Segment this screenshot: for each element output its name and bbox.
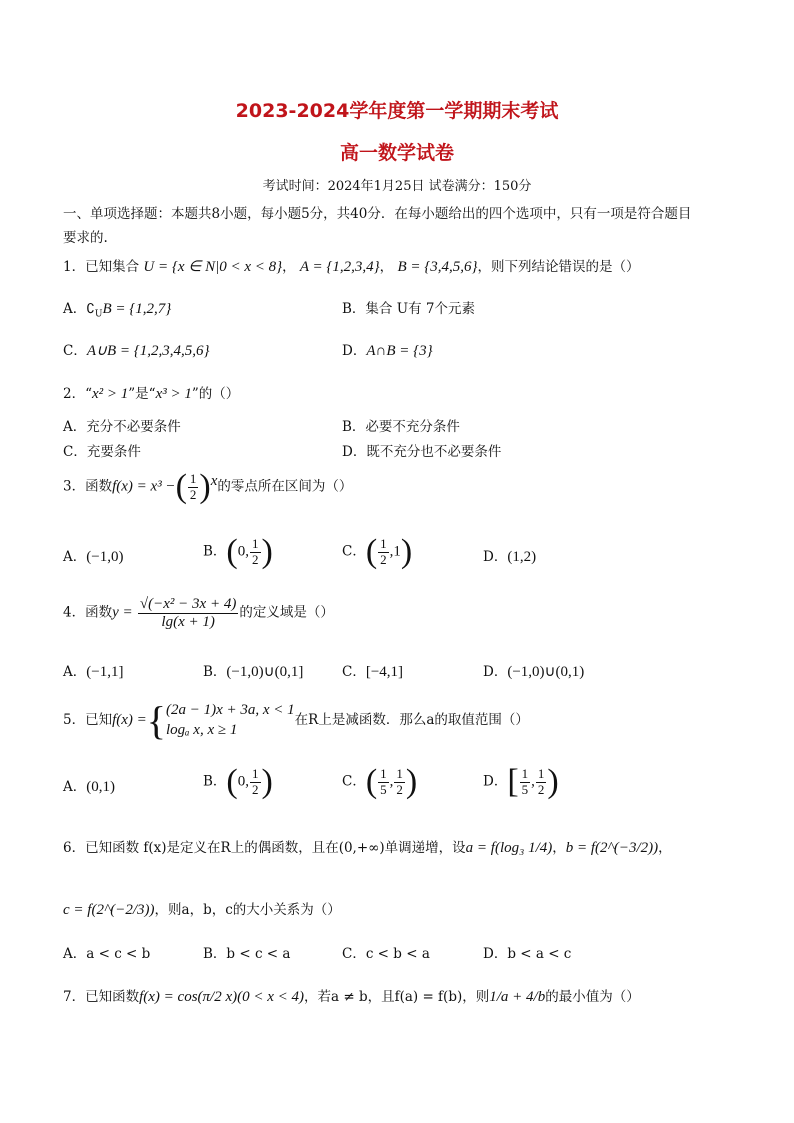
exam-subtitle: 高一数学试卷 <box>339 142 454 164</box>
q1-number: 1．已知集合 <box>63 259 140 275</box>
q1-option-c: C．A∪B = {1,2,3,4,5,6} <box>63 343 210 359</box>
q1-option-b: B．集合 U有 7个元素 <box>342 301 475 317</box>
q3-option-a: A．(−1,0) <box>63 549 124 565</box>
question-2-stem: 2．“x² > 1”是“x³ > 1”的（） <box>63 386 240 402</box>
q3-option-d: D．(1,2) <box>483 549 537 565</box>
q1-option-a: A．$∁_UB = \{1,2,7\}$ <box>63 301 172 320</box>
q4-option-b: B．(−1,0)∪(0,1] <box>203 664 304 680</box>
q4-option-a: A．(−1,1] <box>63 664 124 680</box>
question-3-stem: 3．函数f(x) = x³ −( $\frac{1}{2}$ )$^x$的零点所在区间为（） <box>63 468 353 505</box>
q1-set-u: U = {x ∈ N|0 < x < 8} <box>143 259 283 275</box>
question-5-stem: 5．已知f(x) ={ (2a − 1)x + 3a, x < 1 logₐ x, x ≥ 1 在R上是减函数．那么a的取值范围（） <box>63 698 529 743</box>
q1-set-b: B = {3,4,5,6} <box>397 259 478 275</box>
q3-option-b: B．(0, $\frac{1}{2}$ ) <box>203 533 273 570</box>
q6-option-d: D．b < a < c <box>483 946 572 962</box>
question-7-stem: 7．已知函数f(x) = cos(π/2 x)(0 < x < 4)，若a ≠ b，且f(a) = f(b)，则1/a + 4/b的最小值为（） <box>63 989 640 1005</box>
question-4-stem: 4．函数y = $\frac{\text{√(−x² − 3x + 4)}}{\lg(x + 1)}$ 的定义域是（） <box>63 596 334 630</box>
question-1-stem: 1．已知集合 U = {x ∈ N|0 < x < 8}， A = {1,2,3,4}， B = {3,4,5,6}，则下列结论错误的是（） <box>63 259 640 275</box>
question-6-line1: 6．已知函数 f(x)是定义在R上的偶函数，且在(0,+∞)单调递增，设a = f(log₃ 1/4)，b = f(2^(−3/2))， <box>63 840 672 856</box>
q2-option-b: B．必要不充分条件 <box>342 419 460 435</box>
q5-option-c: C．( $\frac{1}{5}$ , $\frac{1}{2}$ ) <box>342 763 418 800</box>
q5-option-b: B．(0, $\frac{1}{2}$ ) <box>203 763 273 800</box>
q6-option-a: A．a < c < b <box>63 946 151 962</box>
q2-option-c: C．充要条件 <box>63 444 141 460</box>
exam-meta: 考试时间：2024年1月25日 试卷满分：150分 <box>262 179 532 194</box>
section-instructions-line2: 要求的. <box>63 230 108 246</box>
q1-option-d: D．A∩B = {3} <box>342 343 433 359</box>
q6-option-c: C．c < b < a <box>342 946 430 962</box>
question-6-line2: c = f(2^(−2/3))，则a，b，c的大小关系为（） <box>63 902 341 918</box>
q5-option-a: A．(0,1) <box>63 779 115 795</box>
q4-option-d: D．(−1,0)∪(0,1) <box>483 664 585 680</box>
section-instructions-line1: 一、单项选择题：本题共8小题，每小题5分，共40分．在每小题给出的四个选项中，只有一项是符合题目 <box>63 206 692 222</box>
q1-set-a: A = {1,2,3,4} <box>299 259 380 275</box>
q2-option-d: D．既不充分也不必要条件 <box>342 444 502 460</box>
q1-tail: ，则下列结论错误的是（） <box>477 259 640 275</box>
q4-option-c: C．[−4,1] <box>342 664 404 680</box>
q5-option-d: D．[ $\frac{1}{5}$ , $\frac{1}{2}$ ) <box>483 763 559 800</box>
q6-option-b: B．b < c < a <box>203 946 291 962</box>
q3-option-c: C．( $\frac{1}{2}$ ,1) <box>342 533 413 570</box>
q2-option-a: A．充分不必要条件 <box>63 419 181 435</box>
exam-title: 2023-2024学年度第一学期期末考试 <box>235 100 559 122</box>
